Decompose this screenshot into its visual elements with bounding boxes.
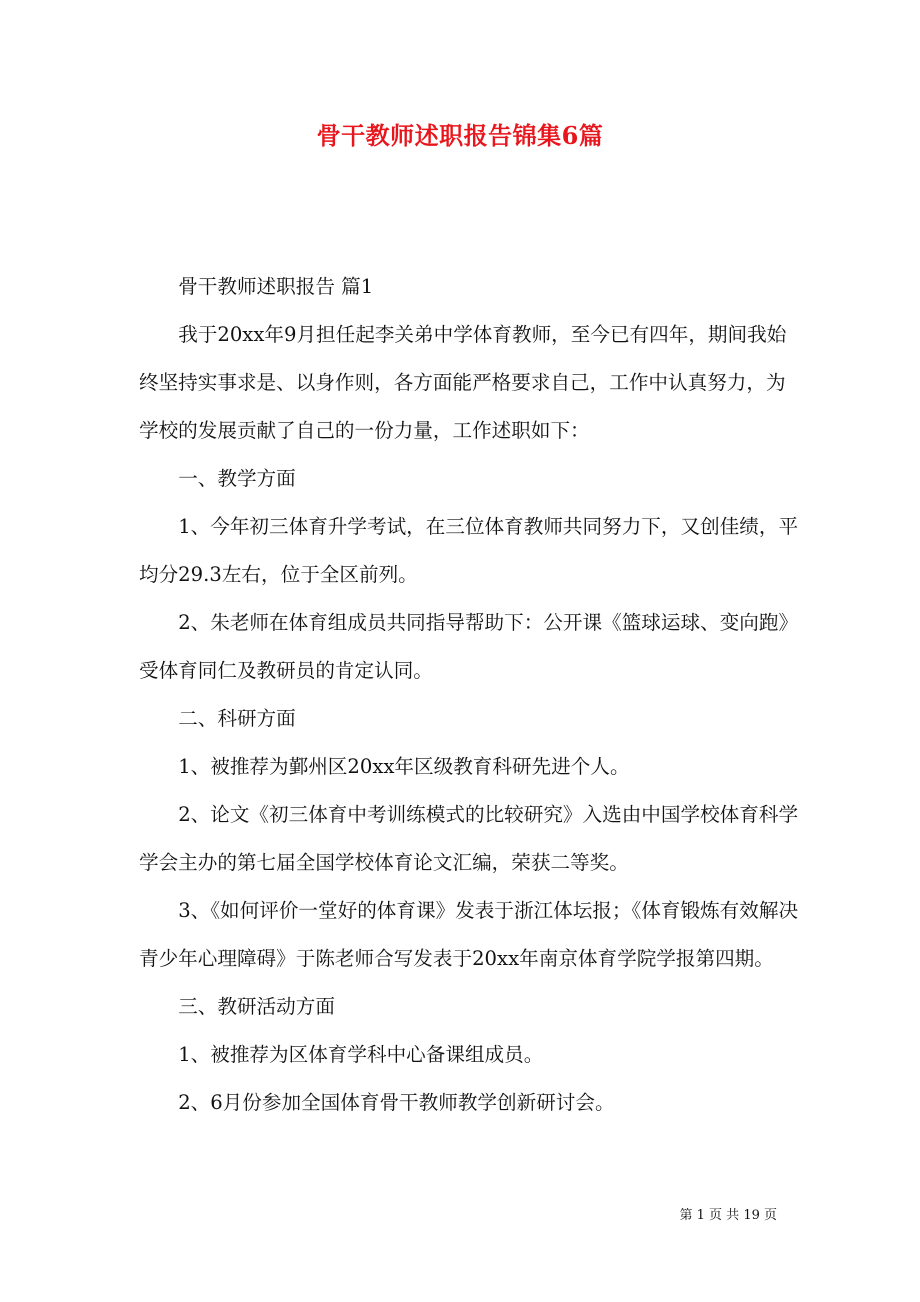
paragraph-teaching-research-1: 1、被推荐为区体育学科中心备课组成员。 [178,1043,544,1066]
paragraph-teaching-1: 1、今年初三体育升学考试，在三位体育教师共同努力下，又创佳绩，平均分29.3左右，位于全区前列。 [139,515,799,586]
section-heading-teaching: 一、教学方面 [178,467,296,490]
section-heading-teaching-research: 三、教研活动方面 [178,995,335,1018]
section-heading-report-1: 骨干教师述职报告 篇1 [178,275,374,298]
document-body [139,263,799,1127]
page-number-footer: 第 1 页 共 19 页 [679,1208,777,1223]
paragraph-research-2: 2、论文《初三体育中考训练模式的比较研究》入选由中国学校体育科学学会主办的第七届全国学校体育论文汇编，荣获二等奖。 [139,803,799,874]
paragraph-research-3: 3、《如何评价一堂好的体育课》发表于浙江体坛报；《体育锻炼有效解决青少年心理障碍》于陈老师合写发表于20xx年南京体育学院学报第四期。 [139,899,799,970]
paragraph-teaching-research-2: 2、6月份参加全国体育骨干教师教学创新研讨会。 [178,1091,615,1114]
paragraph-intro: 我于20xx年9月担任起李关弟中学体育教师，至今已有四年，期间我始终坚持实事求是、以身作则，各方面能严格要求自己，工作中认真努力，为学校的发展贡献了自己的一份力量，工作述职如下： [139,323,787,442]
section-heading-research: 二、科研方面 [178,707,296,730]
paragraph-research-1: 1、被推荐为鄞州区20xx年区级教育科研先进个人。 [178,755,630,778]
paragraph-teaching-2: 2、朱老师在体育组成员共同指导帮助下：公开课《篮球运球、变向跑》受体育同仁及教研员的肯定认同。 [139,611,799,682]
document-title: 骨干教师述职报告锦集6篇 [316,121,604,150]
